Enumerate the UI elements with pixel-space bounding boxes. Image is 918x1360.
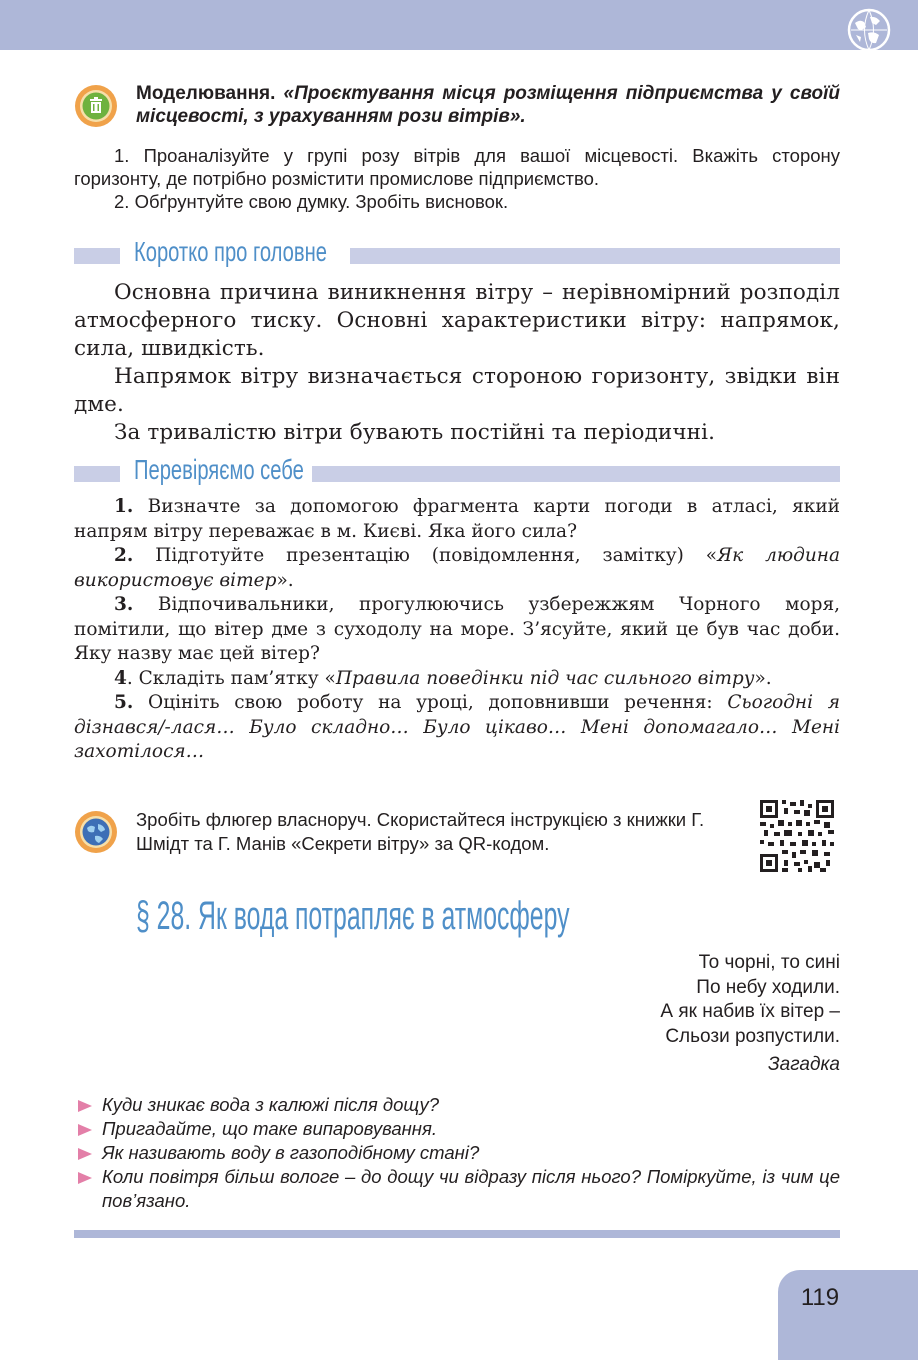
chapter-title: § 28. Як вода потрапляє в атмосферу (136, 894, 570, 938)
poem-line: А як набив їх вітер – (660, 1001, 840, 1022)
heading-bar-left (74, 248, 120, 264)
modeling-title (136, 82, 840, 128)
modeling-task-1: 1. Проаналізуйте у групі розу вітрів для вашої місцевості. Вкажіть сторону горизонту, де потрібно розмістити промислове підприємство. (74, 145, 840, 189)
poem-line: То чорні, то сині (698, 952, 840, 973)
check-questions (74, 495, 840, 765)
page-number: 119 (800, 1284, 840, 1311)
project-text: Зробіть флюгер власноруч. Скористайтеся інструкцією з книжки Г. Шмідт та Г. Манів «Секрети вітру» за QR-кодом. (136, 809, 705, 854)
pink-arrow-icon (78, 1172, 92, 1184)
summary-paragraph-3: За тривалістю вітри бувають постійні та періодичні. (114, 420, 716, 445)
check-item-1: 1. Визначте за допомогою фрагмента карти погоди в атласі, який напрям вітру переважає в м. Києві. Яка його сила? (74, 496, 840, 542)
modeling-task-2: 2. Обґрунтуйте свою думку. Зробіть висновок. (114, 191, 509, 212)
poem-line: По небу ходили. (696, 976, 840, 998)
qr-code[interactable] (760, 800, 834, 872)
trash-bin-icon (74, 84, 118, 128)
heading-bar-right (350, 248, 840, 264)
intro-questions (78, 1093, 840, 1213)
heading-bar-left (74, 466, 120, 482)
check-heading-text: Перевіряємо себе (134, 454, 304, 485)
summary-paragraph-1: Основна причина виникнення вітру – нерівномірний розподіл атмосферного тиску. Основні характеристики вітру: напрямок, сила, швидкість. (74, 280, 840, 361)
check-heading (74, 456, 840, 488)
check-item-3: 3. Відпочивальники, прогулюючись узбережжям Чорного моря, помітили, що вітер дме з суходолу на море. З’ясуйте, який це був час доби. Яку назву має цей вітер? (74, 594, 840, 664)
question-item: Як називають воду в газоподібному стані? (78, 1141, 840, 1165)
modeling-topic: «Проєктування місця розміщення підприємства у своїй місцевості, з урахуванням рози вітрів». (136, 83, 840, 127)
summary-text (74, 279, 840, 447)
pink-arrow-icon (78, 1124, 92, 1136)
check-item-5: 5. Оцініть свою роботу на уроці, доповнивши речення: Сьогодні я дізнався/-лася… Було складно… Було цікаво… Мені допомагало… Мені захотілося… (74, 692, 840, 762)
globe-logo-icon (846, 7, 892, 53)
check-item-2: 2. Підготуйте презентацію (повідомлення, замітку) «Як людина використовує вітер». (74, 545, 840, 591)
summary-paragraph-2: Напрямок вітру визначається стороною горизонту, звідки він дме. (74, 364, 840, 417)
question-item: Коли повітря більш вологе – до дощу чи відразу після нього? Поміркуйте, із чим це пов’язано. (78, 1165, 840, 1213)
question-item: Пригадайте, що таке випаровування. (78, 1117, 840, 1141)
pink-arrow-icon (78, 1100, 92, 1112)
riddle-poem (660, 951, 840, 1078)
summary-heading (74, 238, 840, 270)
heading-bar-right (312, 466, 840, 482)
check-item-4: 4. Складіть пам’ятку «Правила поведінки під час сильного вітру». (114, 667, 772, 689)
pink-arrow-icon (78, 1148, 92, 1160)
modeling-label: Моделювання. (136, 83, 276, 104)
poem-line: Сльози розпустили. (665, 1025, 840, 1047)
bottom-divider (74, 1230, 840, 1238)
question-item: Куди зникає вода з калюжі після дощу? (78, 1093, 840, 1117)
summary-heading-text: Коротко про головне (134, 236, 327, 267)
globe-project-icon (74, 810, 118, 854)
poem-author: Загадка (768, 1054, 840, 1075)
header-band (0, 0, 918, 50)
